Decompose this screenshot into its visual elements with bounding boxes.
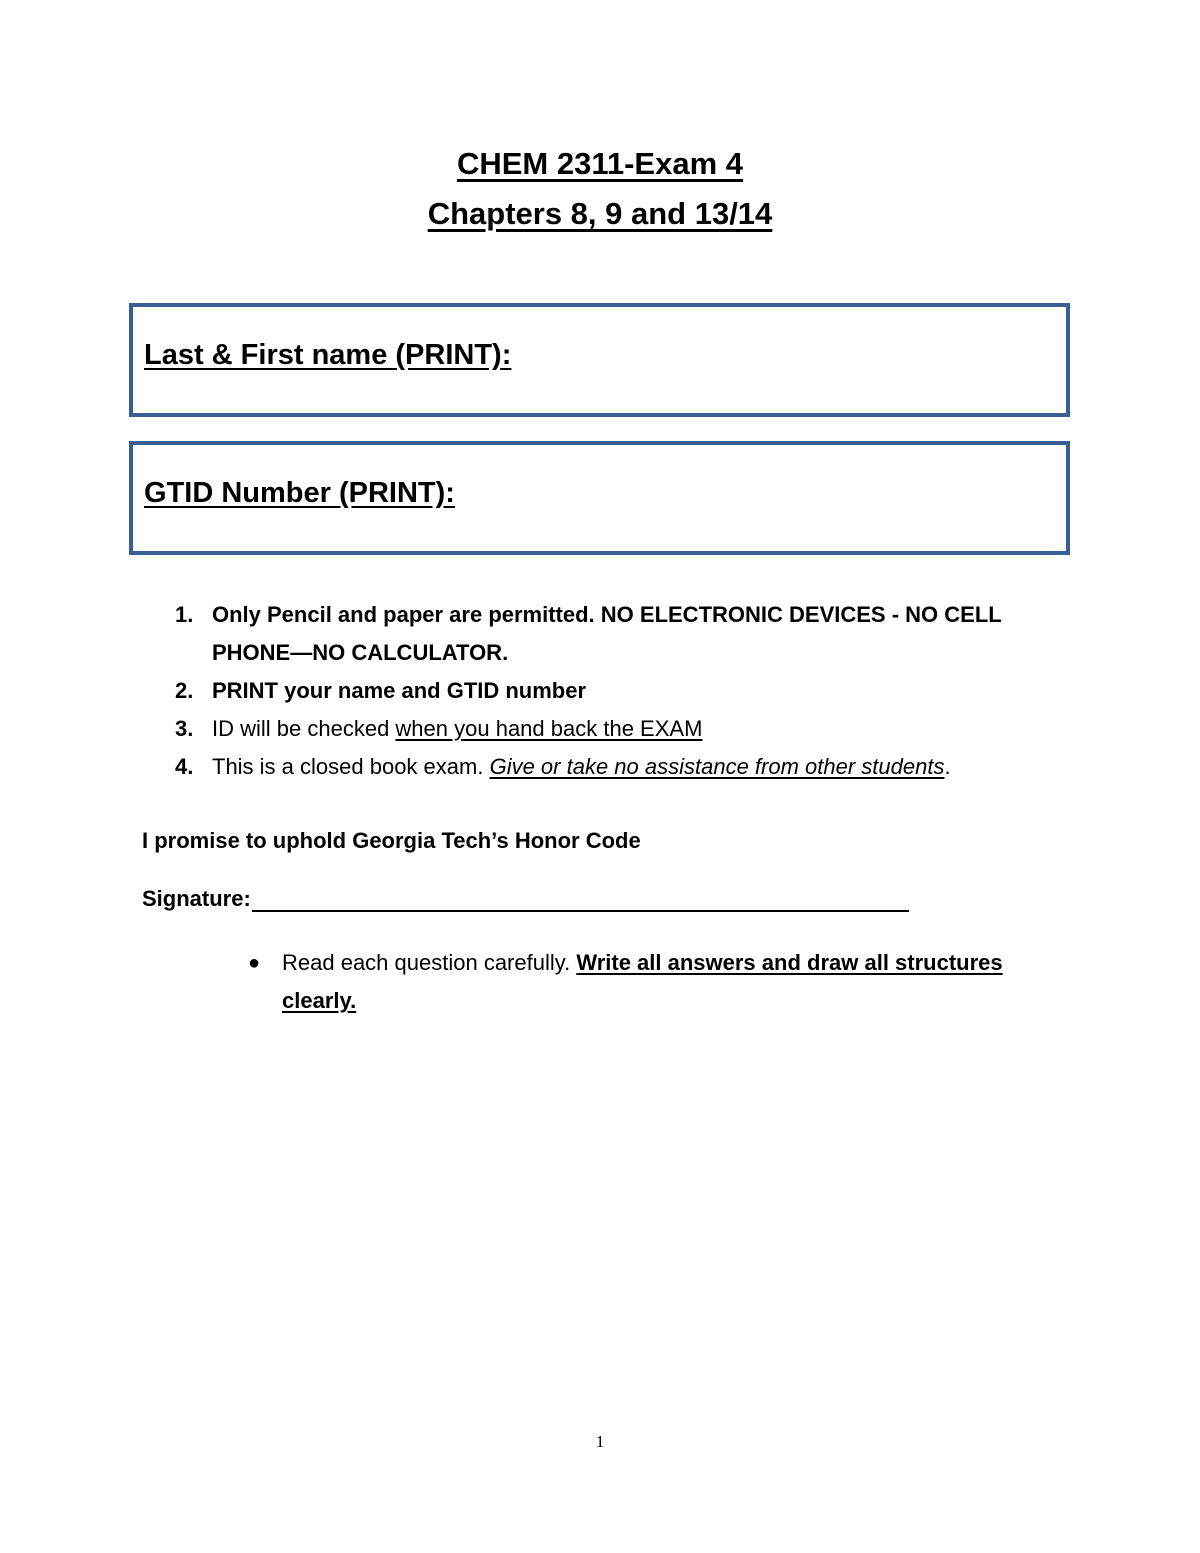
- instruction-emphasis: Write all answers and draw all structures clearly.: [282, 950, 1003, 1013]
- instruction-text: Read each question carefully.: [282, 950, 577, 975]
- signature-row: [142, 886, 909, 912]
- signature-label: Signature:: [142, 886, 251, 911]
- honor-code-promise: I promise to uphold Georgia Tech’s Honor Code: [142, 828, 641, 853]
- rule-text-emphasis: Give or take no assistance from other students: [489, 754, 945, 779]
- rule-text: ID will be checked: [212, 716, 396, 741]
- gtid-field-box[interactable]: [129, 441, 1070, 555]
- gtid-field-label: GTID Number (PRINT):: [144, 477, 455, 509]
- exam-chapters-subtitle: Chapters 8, 9 and 13/14: [427, 196, 773, 231]
- name-field-box[interactable]: [129, 303, 1070, 417]
- signature-line[interactable]: [252, 886, 909, 912]
- bullet-icon: ●: [248, 952, 261, 974]
- page-number: 1: [595, 1432, 605, 1451]
- exam-rules-list: [175, 596, 1075, 786]
- rule-item-3: [175, 710, 1075, 748]
- rule-number: 3.: [175, 716, 194, 741]
- rule-text: PRINT your name and GTID number: [212, 678, 587, 703]
- rule-text: Only Pencil and paper are permitted. NO ELECTRONIC DEVICES - NO CELL PHONE—NO CALCULATOR.: [212, 602, 1002, 665]
- rule-text-end: .: [944, 754, 951, 779]
- rule-item-2: [175, 672, 1075, 710]
- rule-item-4: [175, 748, 1075, 786]
- rule-number: 4.: [175, 754, 194, 779]
- rule-item-1: [175, 596, 1075, 672]
- instruction-bullet: [248, 944, 1042, 1020]
- exam-title: CHEM 2311-Exam 4: [456, 146, 744, 181]
- rule-number: 1.: [175, 602, 194, 627]
- rule-text: This is a closed book exam.: [212, 754, 490, 779]
- rule-number: 2.: [175, 678, 194, 703]
- name-field-label: Last & First name (PRINT):: [144, 339, 512, 371]
- rule-text-underlined: when you hand back the EXAM: [395, 716, 703, 741]
